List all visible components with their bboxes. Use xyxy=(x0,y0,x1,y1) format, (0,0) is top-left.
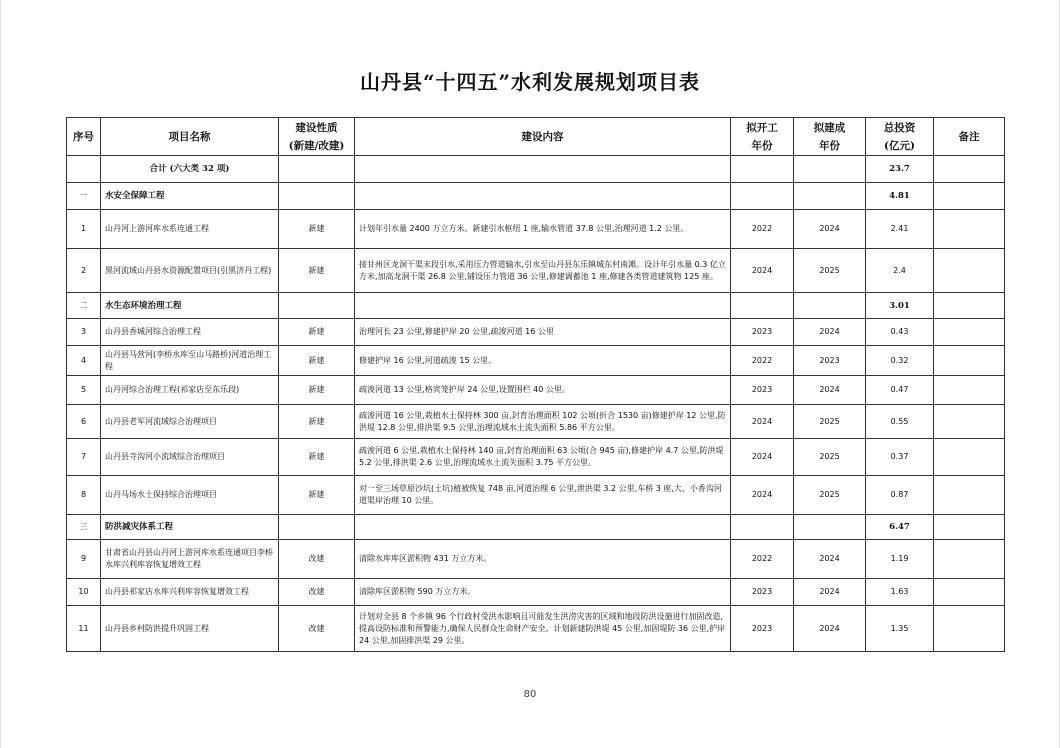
row-investment: 0.87 xyxy=(866,476,934,515)
row-seq: 9 xyxy=(67,540,101,579)
row-name: 山丹马场水土保持综合治理项目 xyxy=(101,476,279,515)
header-investment: 总投资 (亿元) xyxy=(866,118,934,156)
row-nature: 新建 xyxy=(279,405,355,439)
row-nature: 新建 xyxy=(279,376,355,405)
row-note xyxy=(934,439,1005,476)
row-nature: 新建 xyxy=(279,319,355,346)
row-investment: 2.4 xyxy=(866,249,934,293)
row-name: 山丹县乡村防洪提升巩固工程 xyxy=(101,606,279,652)
row-start-year: 2024 xyxy=(731,439,794,476)
row-investment: 0.37 xyxy=(866,439,934,476)
row-start-year: 2023 xyxy=(731,606,794,652)
header-start-year: 拟开工 年份 xyxy=(731,118,794,156)
category-name: 水生态环境治理工程 xyxy=(101,293,279,319)
row-finish-year: 2023 xyxy=(794,346,866,376)
row-start-year: 2024 xyxy=(731,249,794,293)
table-row xyxy=(67,606,1005,652)
row-seq: 6 xyxy=(67,405,101,439)
table-row xyxy=(67,249,1005,293)
row-name: 山丹河综合治理工程(祁家店至东乐段) xyxy=(101,376,279,405)
summary-label: 合计 (六大类 32 项) xyxy=(101,156,279,183)
row-seq: 3 xyxy=(67,319,101,346)
category-seq: 三 xyxy=(67,515,101,540)
category-total: 4.81 xyxy=(866,183,934,210)
row-seq: 2 xyxy=(67,249,101,293)
row-investment: 1.35 xyxy=(866,606,934,652)
row-nature: 改建 xyxy=(279,540,355,579)
category-name: 防洪减灾体系工程 xyxy=(101,515,279,540)
row-note xyxy=(934,540,1005,579)
row-content: 对一至三场草原沙坑(土坑)植被恢复 748 亩,河道治理 6 公里,泄洪渠 3.2 公里,车桥 3 座,大、小香沟河道渠岸治理 10 公里。 xyxy=(355,476,731,515)
row-start-year: 2022 xyxy=(731,346,794,376)
row-content: 计划年引水量 2400 万立方米。新建引水枢纽 1 座,输水管道 37.8 公里,治理河道 1.2 公里。 xyxy=(355,210,731,249)
row-content: 疏浚河道 13 公里,格宾笼护岸 24 公里,设置围栏 40 公里。 xyxy=(355,376,731,405)
row-finish-year: 2024 xyxy=(794,376,866,405)
row-note xyxy=(934,319,1005,346)
header-finish-year: 拟建成 年份 xyxy=(794,118,866,156)
row-finish-year: 2024 xyxy=(794,606,866,652)
category-total: 3.01 xyxy=(866,293,934,319)
row-content: 修建护岸 16 公里,河道疏浚 15 公里。 xyxy=(355,346,731,376)
category-total: 6.47 xyxy=(866,515,934,540)
row-finish-year: 2024 xyxy=(794,319,866,346)
summary-total: 23.7 xyxy=(866,156,934,183)
row-note xyxy=(934,346,1005,376)
row-nature: 新建 xyxy=(279,346,355,376)
row-investment: 0.32 xyxy=(866,346,934,376)
row-name: 甘肃省山丹县山丹河上游河库水系连通项目李桥水库兴利库容恢复增效工程 xyxy=(101,540,279,579)
row-note xyxy=(934,210,1005,249)
row-content: 疏浚河道 16 公里,栽植水土保持林 300 亩,封育治理面积 102 公顷(折合 1530 亩)修建护岸 12 公里,防洪堤 12.8 公里,排洪渠 9.5 公里,治理流域水土流失面积 5.86 平方公里。 xyxy=(355,405,731,439)
table-row xyxy=(67,476,1005,515)
row-start-year: 2023 xyxy=(731,319,794,346)
table-row xyxy=(67,405,1005,439)
project-table xyxy=(66,117,1005,652)
row-finish-year: 2024 xyxy=(794,210,866,249)
row-start-year: 2022 xyxy=(731,540,794,579)
row-seq: 7 xyxy=(67,439,101,476)
row-start-year: 2024 xyxy=(731,405,794,439)
row-start-year: 2022 xyxy=(731,210,794,249)
row-seq: 5 xyxy=(67,376,101,405)
row-name: 山丹县香城河综合治理工程 xyxy=(101,319,279,346)
row-finish-year: 2024 xyxy=(794,540,866,579)
row-note xyxy=(934,476,1005,515)
table-row xyxy=(67,319,1005,346)
row-nature: 新建 xyxy=(279,476,355,515)
row-name: 山丹县老军河流域综合治理项目 xyxy=(101,405,279,439)
header-note: 备注 xyxy=(934,118,1005,156)
row-seq: 11 xyxy=(67,606,101,652)
row-finish-year: 2025 xyxy=(794,476,866,515)
category-row xyxy=(67,293,1005,319)
header-nature: 建设性质 (新建/改建) xyxy=(279,118,355,156)
row-content: 计划对全县 8 个乡镇 96 个行政村受洪水影响且可能发生洪涝灾害的区域和地段防洪设施进行加固改造,提高设防标准和预警能力,确保人民群众生命财产安全。计划新建防洪堤 45 公里,加固堤防 36 公里,护岸 24 公里,加固排洪渠 29 公里。 xyxy=(355,606,731,652)
row-nature: 新建 xyxy=(279,249,355,293)
row-name: 山丹县寺沟河小流域综合治理项目 xyxy=(101,439,279,476)
row-start-year: 2023 xyxy=(731,376,794,405)
row-investment: 0.55 xyxy=(866,405,934,439)
row-seq: 4 xyxy=(67,346,101,376)
row-seq: 1 xyxy=(67,210,101,249)
row-nature: 新建 xyxy=(279,210,355,249)
category-row xyxy=(67,183,1005,210)
row-content: 治理河长 23 公里,修建护岸 20 公里,疏浚河道 16 公里 xyxy=(355,319,731,346)
row-content: 清除水库库区淤积物 431 万立方米。 xyxy=(355,540,731,579)
row-finish-year: 2025 xyxy=(794,439,866,476)
row-content: 疏浚河道 6 公里,栽植水土保持林 140 亩,封育治理面积 63 公顷(合 945 亩),修建护岸 4.7 公里,防洪堤 5.2 公里,排洪渠 2.6 公里,治理流域水土流失面积 3.75 平方公里。 xyxy=(355,439,731,476)
header-seq: 序号 xyxy=(67,118,101,156)
row-seq: 8 xyxy=(67,476,101,515)
category-row xyxy=(67,515,1005,540)
table-row xyxy=(67,346,1005,376)
row-name: 山丹河上游河库水系连通工程 xyxy=(101,210,279,249)
row-note xyxy=(934,606,1005,652)
row-start-year: 2024 xyxy=(731,476,794,515)
header-name: 项目名称 xyxy=(101,118,279,156)
table-row xyxy=(67,540,1005,579)
row-name: 黑河流域山丹县水资源配置项目(引黑济丹工程) xyxy=(101,249,279,293)
page-title: 山丹县“十四五”水利发展规划项目表 xyxy=(359,70,700,94)
row-nature: 新建 xyxy=(279,439,355,476)
row-finish-year: 2025 xyxy=(794,405,866,439)
row-investment: 2.41 xyxy=(866,210,934,249)
row-investment: 1.63 xyxy=(866,579,934,606)
row-nature: 改建 xyxy=(279,606,355,652)
row-finish-year: 2024 xyxy=(794,579,866,606)
row-note xyxy=(934,579,1005,606)
row-name: 山丹县马营河(李桥水库至山马路桥)河道治理工程 xyxy=(101,346,279,376)
row-content: 接甘州区龙洞干渠末段引水,采用压力管道输水,引水至山丹县东乐镇城东村南滩。设计年引水量 0.3 亿立方米,加高龙洞干渠 26.8 公里,铺设压力管道 36 公里,修建调蓄池 1 座,修建各类管道建筑物 125 座。 xyxy=(355,249,731,293)
row-investment: 0.47 xyxy=(866,376,934,405)
row-start-year: 2023 xyxy=(731,579,794,606)
summary-row xyxy=(67,156,1005,183)
row-content: 清除库区淤积物 590 万立方米。 xyxy=(355,579,731,606)
row-investment: 1.19 xyxy=(866,540,934,579)
row-seq: 10 xyxy=(67,579,101,606)
row-finish-year: 2025 xyxy=(794,249,866,293)
row-note xyxy=(934,376,1005,405)
row-investment: 0.43 xyxy=(866,319,934,346)
category-seq: 一 xyxy=(67,183,101,210)
row-nature: 改建 xyxy=(279,579,355,606)
category-seq: 二 xyxy=(67,293,101,319)
row-note xyxy=(934,249,1005,293)
table-row xyxy=(67,439,1005,476)
row-note xyxy=(934,405,1005,439)
row-name: 山丹县祁家店水库兴利库容恢复增效工程 xyxy=(101,579,279,606)
page-number: 80 xyxy=(523,689,537,700)
table-row xyxy=(67,579,1005,606)
header-content: 建设内容 xyxy=(355,118,731,156)
table-row xyxy=(67,376,1005,405)
table-header-row xyxy=(67,118,1005,156)
table-row xyxy=(67,210,1005,249)
category-name: 水安全保障工程 xyxy=(101,183,279,210)
